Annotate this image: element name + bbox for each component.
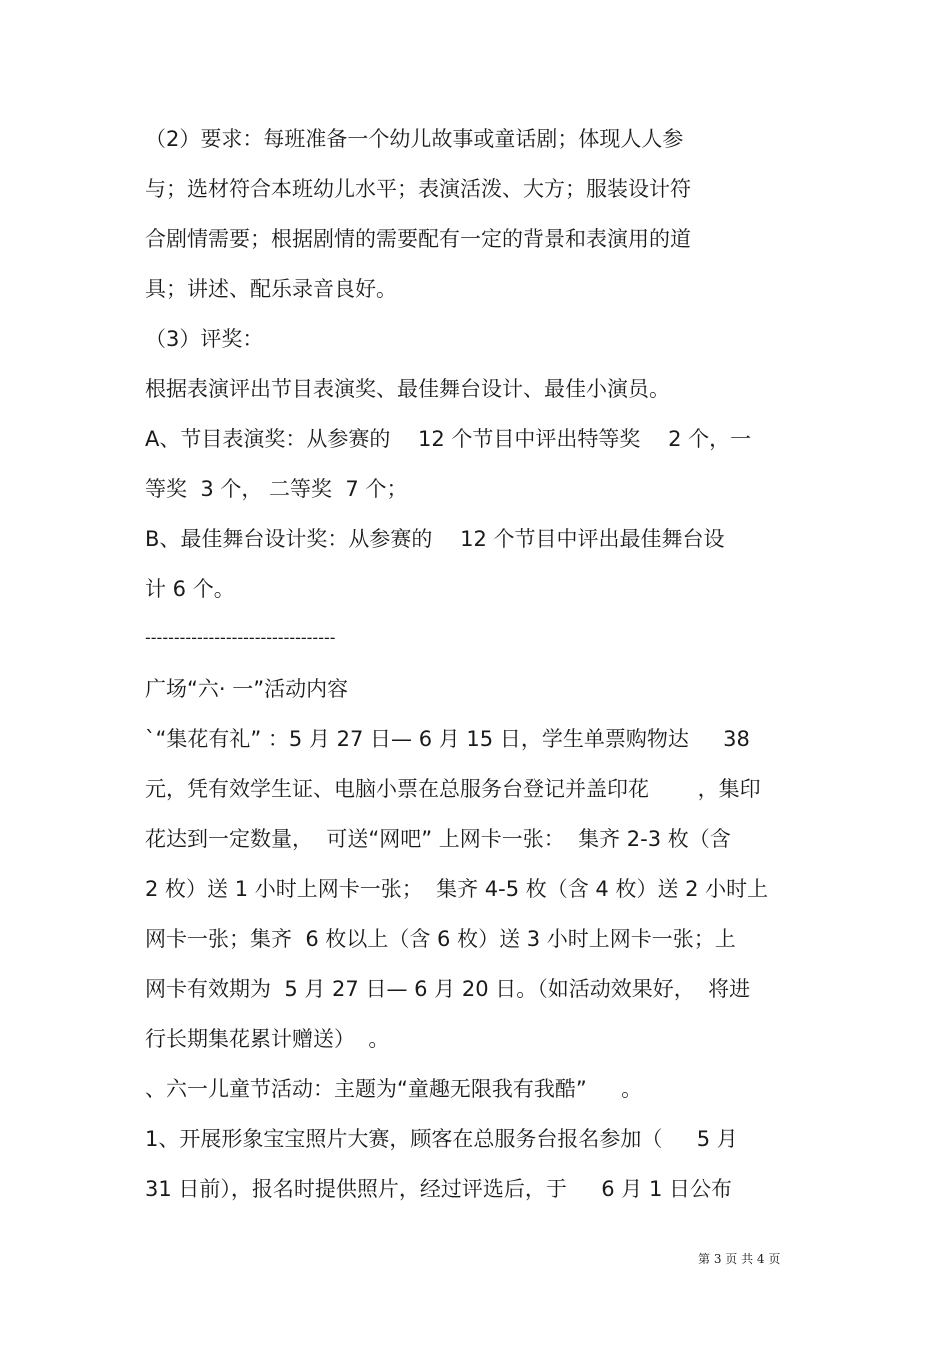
section-divider: --------------------------------- [145, 628, 336, 647]
paragraph-line: 计 6 个。 [145, 577, 235, 601]
paragraph-line: `“集花有礼” ：5 月 27 日— 6 月 15 日，学生单票购物达 38 [145, 727, 750, 751]
paragraph-line: 行长期集花累计赠送） 。 [145, 1027, 390, 1051]
paragraph-line: 网卡一张；集齐 6 枚以上（含 6 枚）送 3 小时上网卡一张；上 [145, 927, 736, 951]
paragraph-line: 根据表演评出节目表演奖、最佳舞台设计、最佳小演员。 [145, 377, 670, 401]
paragraph-line: 2 枚）送 1 小时上网卡一张； 集齐 4-5 枚（含 4 枚）送 2 小时上 [145, 877, 769, 901]
paragraph-line: 1、开展形象宝宝照片大赛，顾客在总服务台报名参加（ 5 月 [145, 1127, 738, 1151]
paragraph-line: （2）要求：每班准备一个幼儿故事或童话剧；体现人人参 [145, 127, 684, 151]
paragraph-line: 、六一儿童节活动：主题为“童趣无限我有我酷” 。 [145, 1077, 643, 1101]
paragraph-line: 等奖 3 个， 二等奖 7 个； [145, 477, 408, 501]
paragraph-line: 合剧情需要；根据剧情的需要配有一定的背景和表演用的道 [145, 227, 691, 251]
paragraph-line: 网卡有效期为 5 月 27 日— 6 月 20 日。（如活动效果好， 将进 [145, 977, 751, 1001]
paragraph-line: 元，凭有效学生证、电脑小票在总服务台登记并盖印花 ，集印 [145, 777, 761, 801]
page-number: 第 3 页 共 4 页 [698, 1252, 781, 1266]
paragraph-line: 与；选材符合本班幼儿水平；表演活泼、大方；服装设计符 [145, 177, 691, 201]
paragraph-line: 31 日前），报名时提供照片，经过评选后，于 6 月 1 日公布 [145, 1177, 732, 1201]
paragraph-line: （3）评奖： [145, 327, 264, 351]
paragraph-line: A、节目表演奖：从参赛的 12 个节目中评出特等奖 2 个，一 [145, 427, 752, 451]
paragraph-line: 具；讲述、配乐录音良好。 [145, 277, 397, 301]
paragraph-line: B、最佳舞台设计奖：从参赛的 12 个节目中评出最佳舞台设 [145, 527, 725, 551]
paragraph-line: 花达到一定数量， 可送“网吧” 上网卡一张： 集齐 2-3 枚（含 [145, 827, 731, 851]
section-heading: 广场“六· 一”活动内容 [145, 677, 349, 701]
